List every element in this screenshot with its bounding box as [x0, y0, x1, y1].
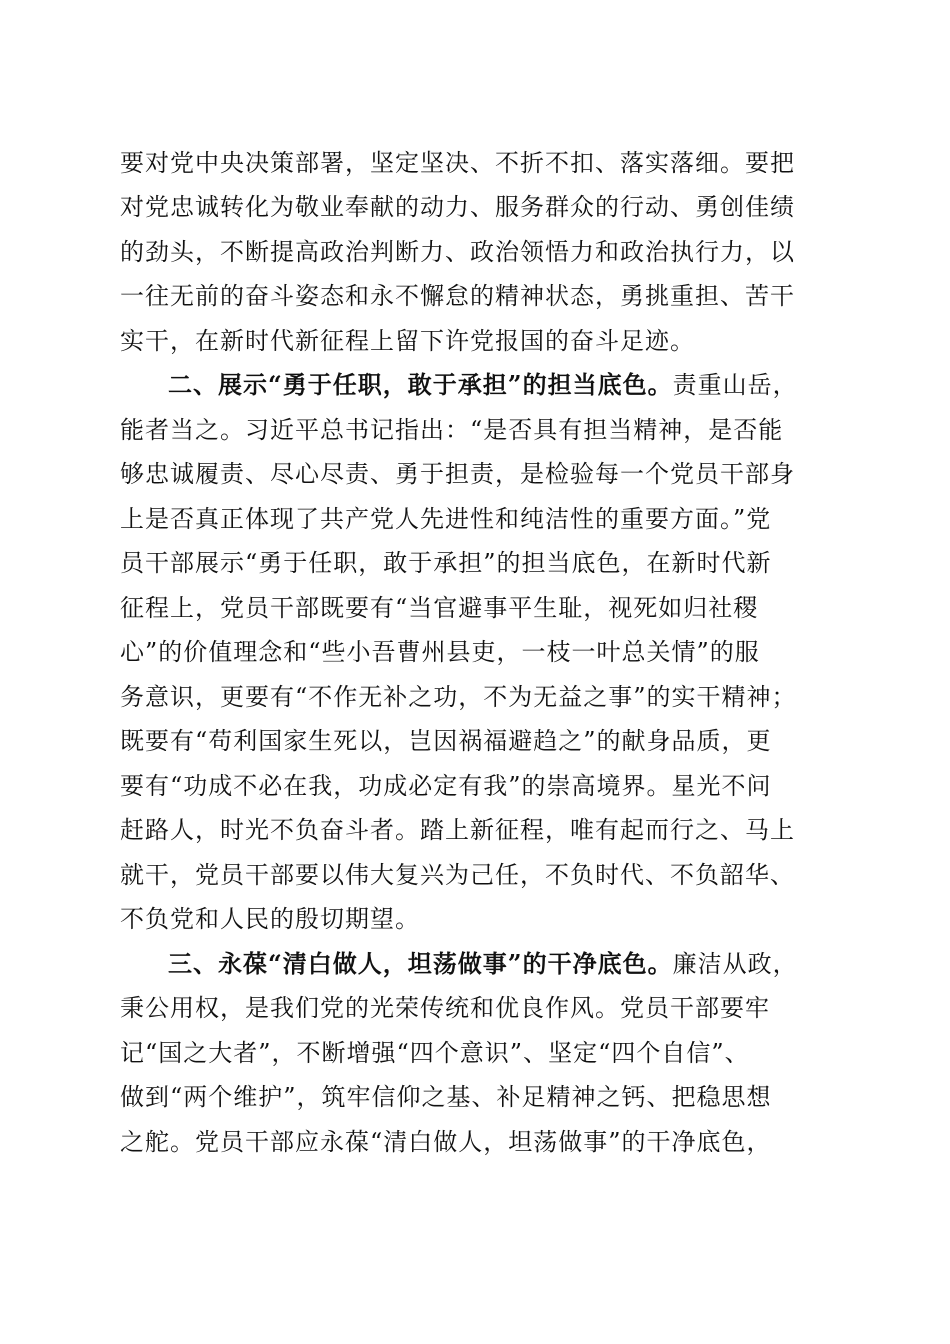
paragraph-first-line: [168, 363, 840, 407]
text-line: 够忠诚履责、尽心尽责、勇于担责，是检验每一个党员干部身: [120, 460, 795, 488]
text-line: 心”的价值理念和“些小吾曹州县吏，一枝一叶总关情”的服: [120, 638, 760, 666]
text-line: 秉公用权，是我们党的光荣传统和优良作风。党员干部要牢: [120, 994, 770, 1022]
text-line: 既要有“苟利国家生死以，岂因祸福避趋之”的献身品质，更: [120, 727, 772, 755]
text-line: 能者当之。习近平总书记指出：“是否具有担当精神，是否能: [120, 416, 784, 444]
text-line: 征程上，党员干部既要有“当官避事平生耻，视死如归社稷: [120, 594, 759, 622]
text-line: 要有“功成不必在我，功成必定有我”的崇高境界。星光不问: [120, 772, 772, 800]
text-run: 廉洁从政，: [672, 950, 798, 978]
text-line: 就干，党员干部要以伟大复兴为己任，不负时代、不负韶华、: [120, 861, 795, 889]
text-line: 一往无前的奋斗姿态和永不懈怠的精神状态，勇挑重担、苦干: [120, 282, 795, 310]
text-line: 上是否真正体现了共产党人先进性和纯洁性的重要方面。”党: [120, 505, 772, 533]
text-line: 实干，在新时代新征程上留下许党报国的奋斗足迹。: [120, 327, 695, 355]
text-line: 的劲头，不断提高政治判断力、政治领悟力和政治执行力，以: [120, 238, 795, 266]
text-line: 记“国之大者”，不断增强“四个意识”、坚定“四个自信”、: [120, 1039, 750, 1067]
text-line: 员干部展示“勇于任职，敢于承担”的担当底色，在新时代新: [120, 549, 772, 577]
text-line: 做到“两个维护”，筑牢信仰之基、补足精神之钙、把稳思想: [120, 1083, 772, 1111]
paragraph-first-line: [168, 942, 840, 986]
section-heading: 二、展示“勇于任职，敢于承担”的担当底色。: [168, 370, 673, 399]
text-run: 责重山岳，: [672, 371, 798, 399]
text-line: 赶路人，时光不负奋斗者。踏上新征程，唯有起而行之、马上: [120, 816, 795, 844]
text-line: 之舵。党员干部应永葆“清白做人，坦荡做事”的干净底色，: [120, 1128, 772, 1156]
text-line: 务意识，更要有“不作无补之功，不为无益之事”的实干精神；: [120, 683, 797, 711]
section-heading: 三、永葆“清白做人，坦荡做事”的干净底色。: [168, 949, 673, 978]
text-line: 对党忠诚转化为敬业奉献的动力、服务群众的行动、勇创佳绩: [120, 193, 795, 221]
text-line: 不负党和人民的殷切期望。: [120, 905, 420, 933]
text-line: 要对党中央决策部署，坚定坚决、不折不扣、落实落细。要把: [120, 149, 795, 177]
